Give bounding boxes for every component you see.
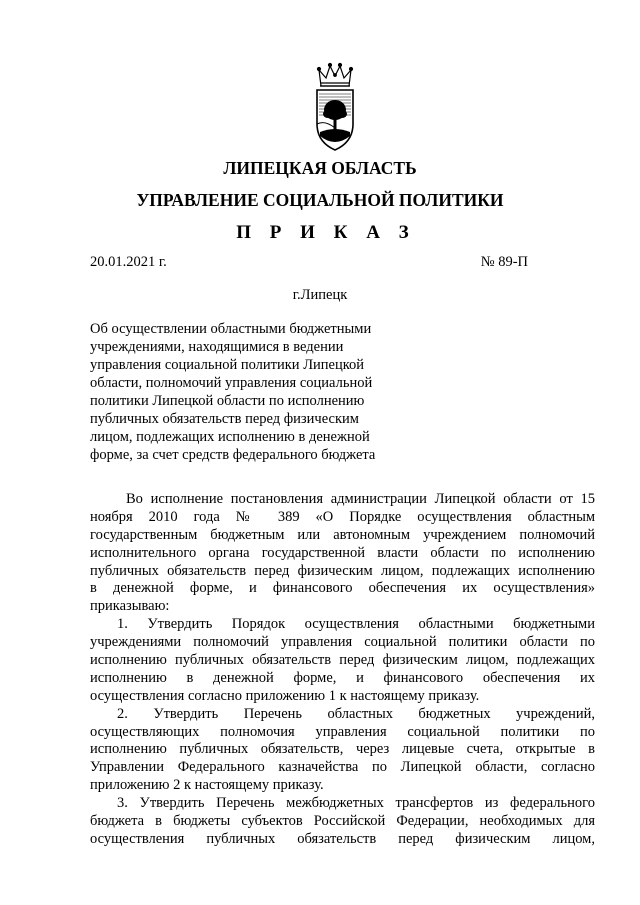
order-number: № 89-П	[480, 254, 528, 270]
body-line: учреждениями полномочий управления социальной политики области по	[90, 634, 595, 651]
coat-of-arms-emblem	[299, 62, 371, 154]
subject-line: форме, за счет средств федерального бюджета	[90, 447, 376, 463]
body-line: в денежной форме, и финансового обеспечения их осуществления»	[90, 580, 595, 597]
body-line: осуществления публичных обязательств перед физическим лицом,	[90, 830, 595, 847]
body-line: исполнению публичных обязательств, через лицевые счета, открытые в	[90, 741, 595, 758]
body-line: бюджета в бюджеты субъектов Российской Федерации, необходимых для	[90, 813, 595, 830]
body-line: 1. Утвердить Порядок осуществления областными бюджетными	[117, 616, 595, 633]
subject-line: лицом, подлежащих исполнению в денежной	[90, 429, 370, 445]
body-line: осуществления согласно приложению 1 к настоящему приказу.	[90, 687, 480, 704]
body-line: Управлении Федерального казначейства по Липецкой области, согласно	[90, 759, 595, 776]
body-line: исполнению публичных обязательств перед физическим лицом, подлежащих	[90, 652, 595, 669]
body-line: приложению 2 к настоящему приказу.	[90, 777, 324, 794]
body-line: приказываю:	[90, 598, 170, 615]
subject-line: области, полномочий управления социальной	[90, 375, 373, 391]
body-line: осуществляющих полномочия управления социальной политики по	[90, 723, 595, 740]
subject-line: публичных обязательств перед физическим	[90, 411, 359, 427]
order-subject	[90, 320, 390, 464]
order-date: 20.01.2021 г.	[90, 254, 167, 270]
subject-line: учреждениями, находящимися в ведении	[90, 339, 344, 355]
doc-type-title: П Р И К А З	[236, 222, 416, 243]
subject-line: Об осуществлении областными бюджетными	[90, 321, 372, 337]
order-body	[90, 491, 595, 849]
body-line: 3. Утвердить Перечень межбюджетных трансфертов из федерального	[117, 795, 595, 812]
subject-line: управления социальной политики Липецкой	[90, 357, 365, 373]
region-title: ЛИПЕЦКАЯ ОБЛАСТЬ	[223, 158, 417, 178]
body-line: публичных обязательств перед физическим лицом, подлежащих исполнению	[90, 562, 595, 579]
body-line: исполнительного органа государственной власти области по исполнению	[90, 544, 595, 561]
body-line: Во исполнение постановления администрации Липецкой области от 15	[126, 491, 595, 507]
body-line: государственным бюджетным или автономным учреждением полномочий	[90, 526, 595, 543]
department-title: УПРАВЛЕНИЕ СОЦИАЛЬНОЙ ПОЛИТИКИ	[136, 190, 504, 210]
body-line: исполнению в денежной форме, и финансового обеспечения их	[90, 669, 595, 686]
body-line: ноября 2010 года № 389 «О Порядке осуществления областным	[90, 508, 595, 525]
order-city: г.Липецк	[292, 287, 348, 303]
subject-line: политики Липецкой области по исполнению	[90, 393, 365, 409]
body-line: 2. Утвердить Перечень областных бюджетных учреждений,	[117, 705, 595, 722]
